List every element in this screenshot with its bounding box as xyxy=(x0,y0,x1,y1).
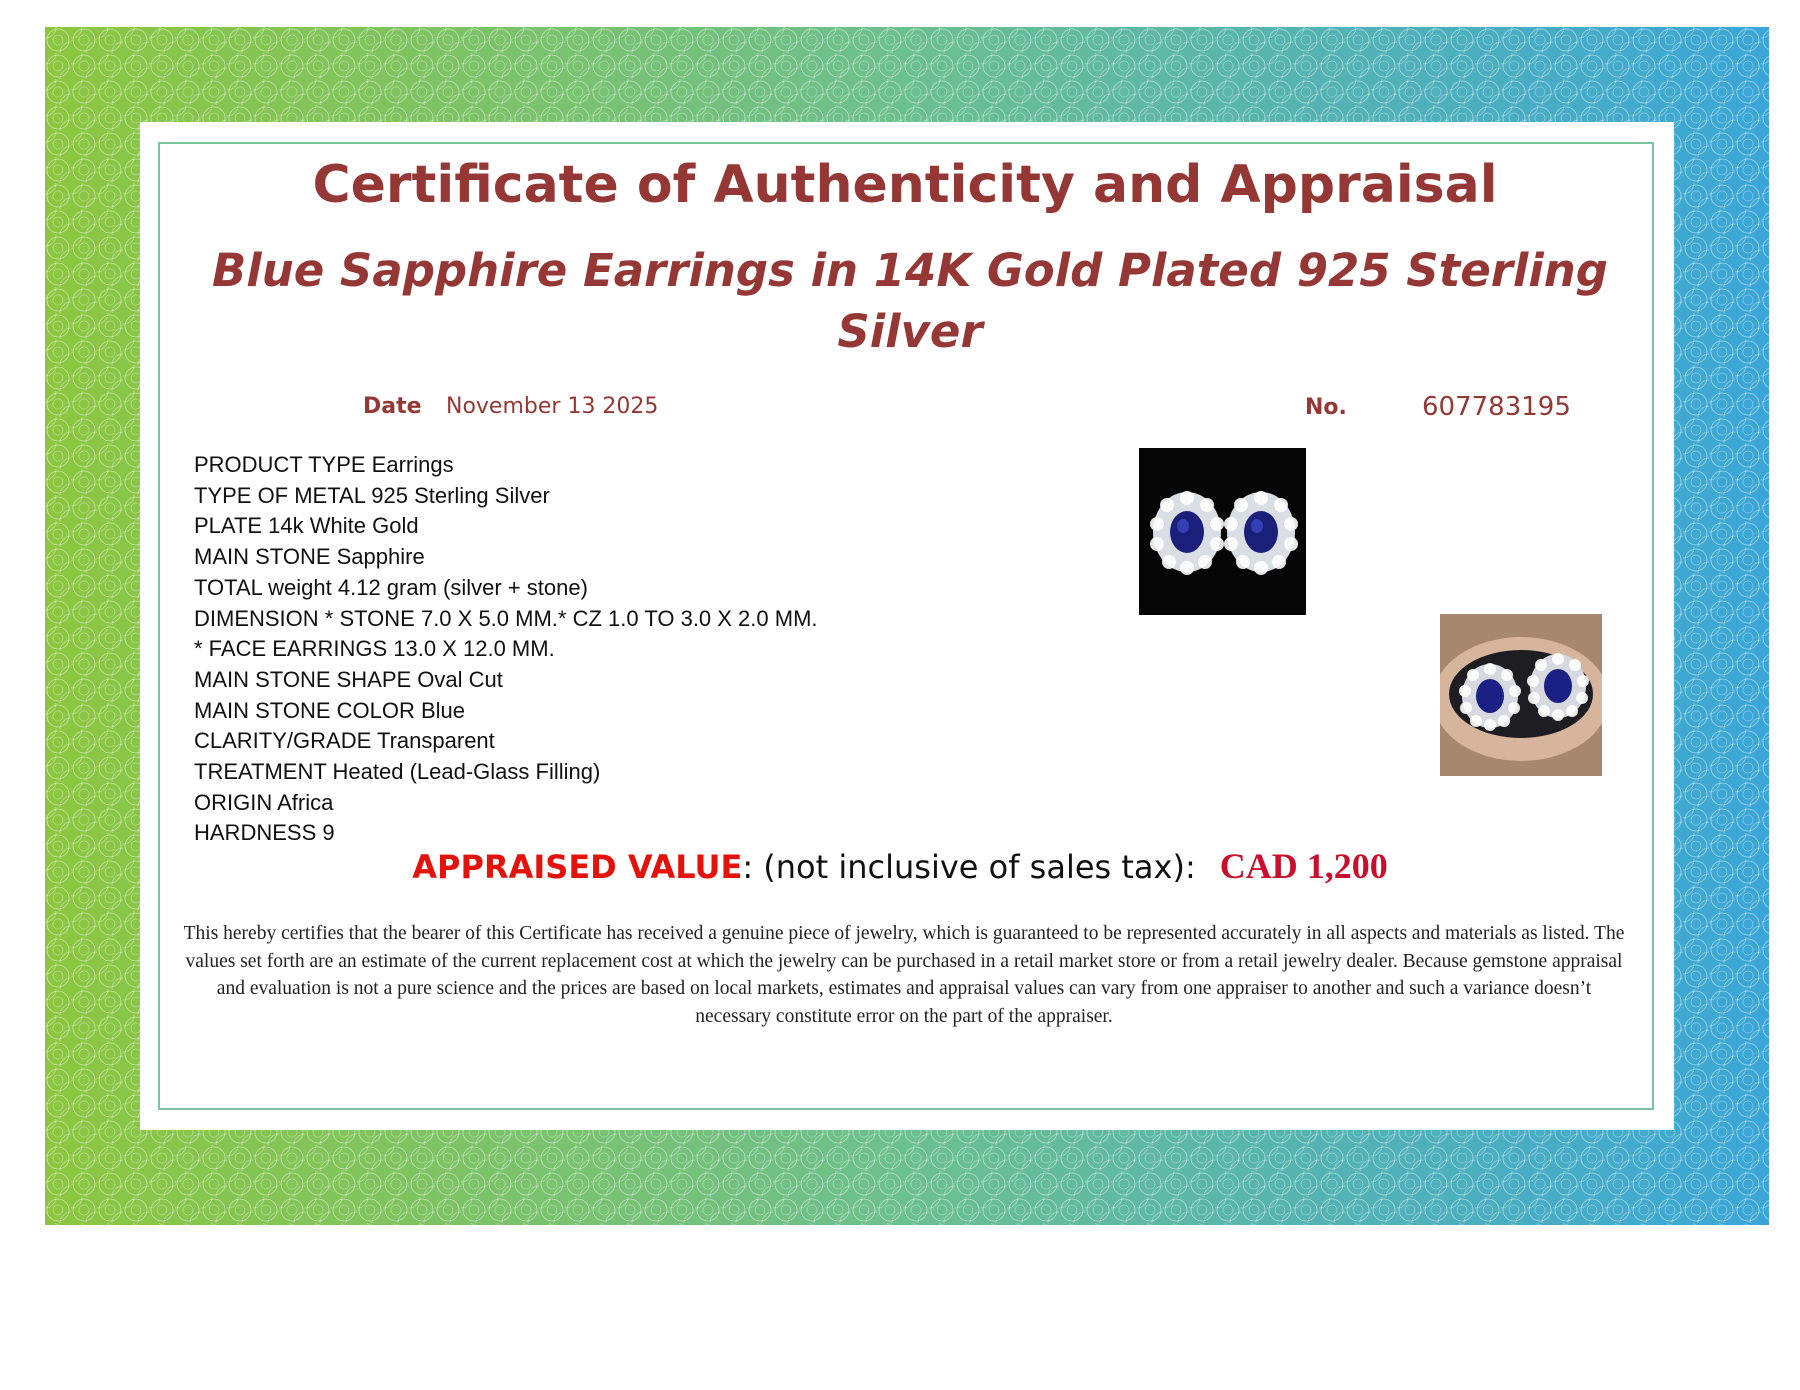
spec-line: DIMENSION * STONE 7.0 X 5.0 MM.* CZ 1.0 TO 3.0 X 2.0 MM. xyxy=(194,605,818,631)
certificate-title: Certificate of Authenticity and Appraisal xyxy=(312,155,1498,215)
specifications-list xyxy=(194,450,818,849)
appraised-value-line xyxy=(100,845,1700,887)
spec-line: MAIN STONE SHAPE Oval Cut xyxy=(194,666,503,692)
date-value: November 13 2025 xyxy=(446,394,659,419)
spec-line: HARDNESS 9 xyxy=(194,820,335,846)
spec-line: ORIGIN Africa xyxy=(194,789,334,815)
spec-line: TYPE OF METAL 925 Sterling Silver xyxy=(194,482,550,508)
spec-line: PRODUCT TYPE Earrings xyxy=(194,452,454,477)
date-label: Date xyxy=(363,394,422,419)
earrings-photo-on-hand xyxy=(1440,614,1602,776)
certification-statement: This hereby certifies that the bearer of this Certificate has received a genuine piece of jewelry, which is guaranteed to be represented accurately in all aspects and materials as listed. The values set forth are an estimate of the current replacement cost at which the jewelry can be purchased in a retail market store or from a retail jewelry dealer. Because gemstone appraisal and evaluation is not a pure science and the prices are based on local markets, estimates and appraisal values can vary from one appraiser to another and such a variance doesn’t necessary constitute error on the part of the appraiser. xyxy=(183,923,1625,1027)
spec-line: MAIN STONE Sapphire xyxy=(194,544,425,570)
spec-line: PLATE 14k White Gold xyxy=(194,513,419,539)
appraised-value-label: APPRAISED VALUE xyxy=(412,848,743,886)
appraised-value-note: : (not inclusive of sales tax): xyxy=(742,848,1196,886)
earrings-photo-black-background xyxy=(1139,448,1306,615)
spec-line: CLARITY/GRADE Transparent xyxy=(194,728,495,754)
spec-line: TREATMENT Heated (Lead-Glass Filling) xyxy=(194,759,601,785)
certificate-number: 607783195 xyxy=(1422,392,1571,422)
product-subtitle: Blue Sapphire Earrings in 14K Gold Plated 925 Sterling Silver xyxy=(211,244,1609,358)
spec-line: TOTAL weight 4.12 gram (silver + stone) xyxy=(194,574,588,600)
appraised-value-amount: CAD 1,200 xyxy=(1219,846,1388,886)
number-label: No. xyxy=(1305,395,1347,420)
spec-line: MAIN STONE COLOR Blue xyxy=(194,697,465,723)
spec-line: * FACE EARRINGS 13.0 X 12.0 MM. xyxy=(194,636,555,662)
